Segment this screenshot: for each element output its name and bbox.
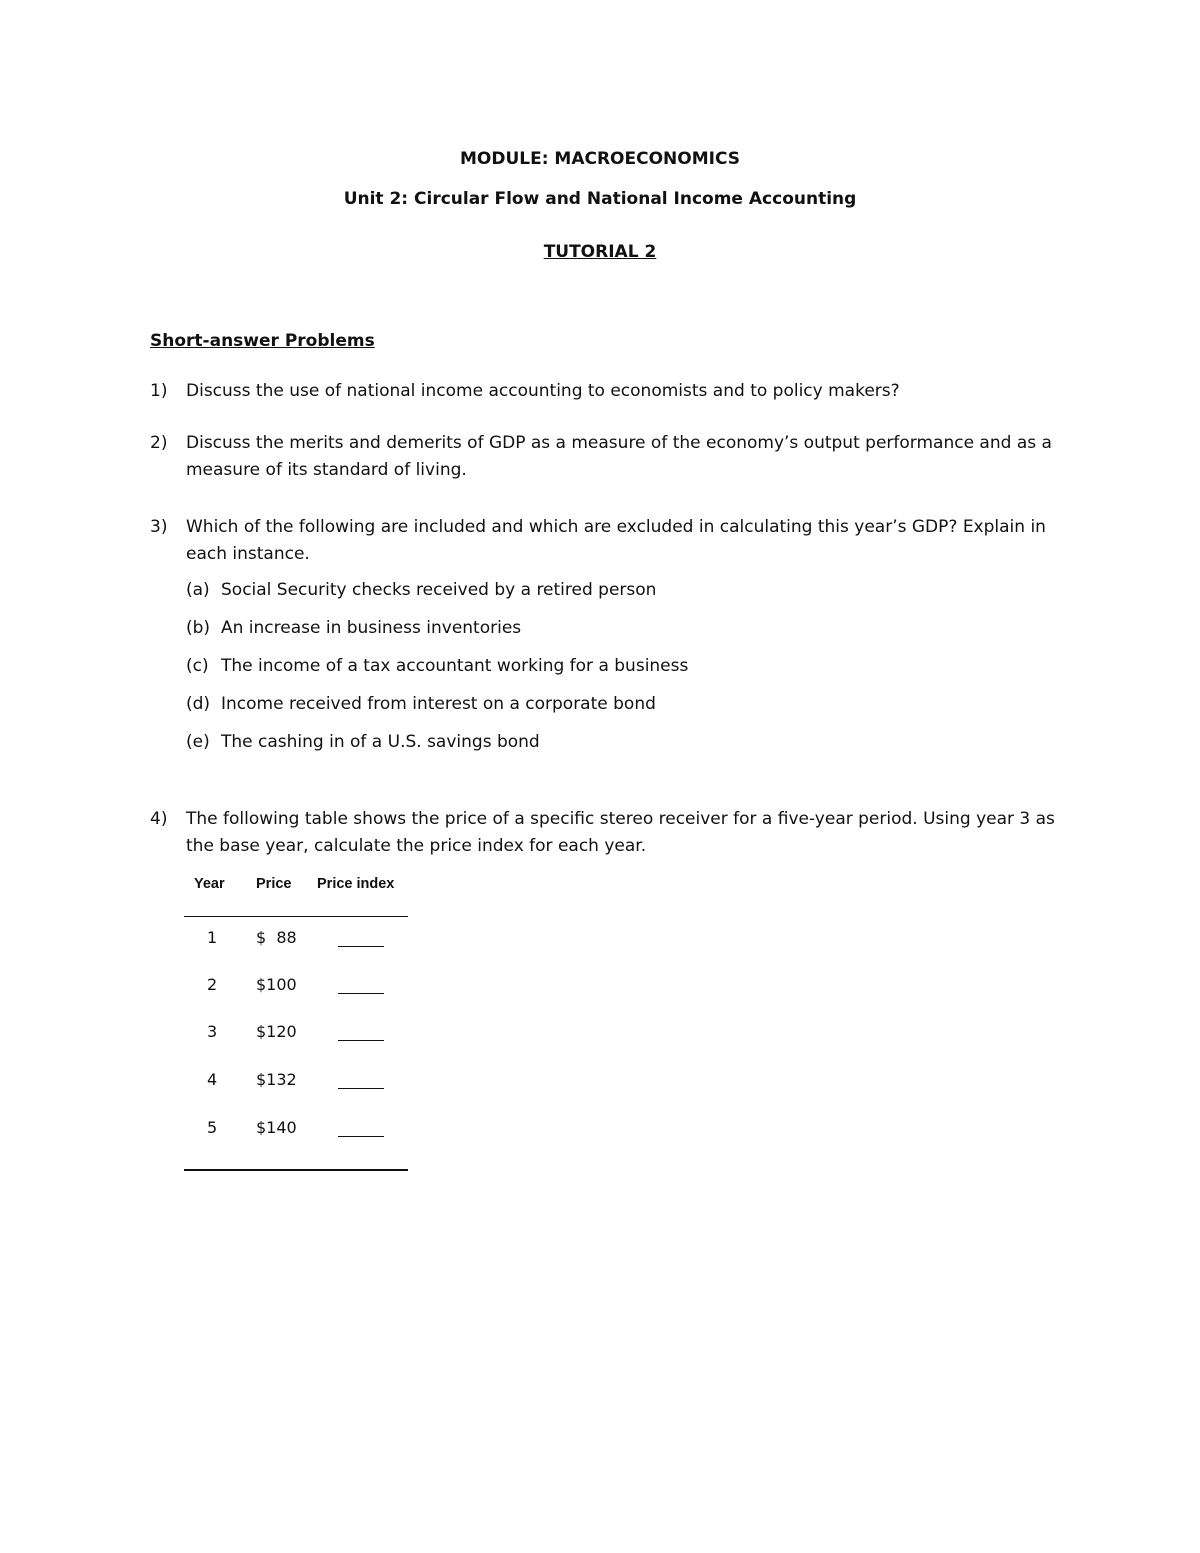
table-row — [184, 1022, 408, 1052]
item-label: (e) — [186, 732, 210, 752]
column-header-year: Year — [194, 876, 225, 892]
column-header-price: Price — [256, 876, 292, 892]
table-bottom-rule — [184, 1169, 408, 1171]
question-1 — [150, 378, 1060, 405]
unit-title: Unit 2: Circular Flow and National Income Accounting — [343, 189, 857, 209]
list-item — [186, 729, 540, 756]
year-cell: 5 — [207, 1118, 218, 1137]
table-row — [184, 1118, 408, 1148]
question-number: 3) — [150, 517, 168, 537]
item-text: Income received from interest on a corporate bond — [221, 694, 656, 714]
item-text: An increase in business inventories — [221, 618, 522, 638]
question-number: 1) — [150, 381, 168, 401]
module-title: MODULE: MACROECONOMICS — [459, 149, 741, 169]
question-3 — [150, 514, 1060, 568]
question-text: Which of the following are included and which are excluded in calculating this year’s GDP? Explain in each instance. — [186, 517, 1046, 564]
price-cell: $132 — [256, 1070, 297, 1089]
answer-blank[interactable] — [338, 1136, 384, 1137]
question-number: 4) — [150, 809, 168, 829]
item-label: (b) — [186, 618, 211, 638]
item-text: The cashing in of a U.S. savings bond — [221, 732, 540, 752]
question-text: Discuss the use of national income accounting to economists and to policy makers? — [186, 381, 900, 401]
answer-blank[interactable] — [338, 993, 384, 994]
item-label: (d) — [186, 694, 211, 714]
question-text: Discuss the merits and demerits of GDP as a measure of the economy’s output performance and as a measure of its standard of living. — [186, 433, 1052, 480]
question-2 — [150, 430, 1060, 484]
table-row — [184, 975, 408, 1005]
price-cell: $120 — [256, 1022, 297, 1041]
year-cell: 4 — [207, 1070, 218, 1089]
list-item — [186, 577, 656, 604]
year-cell: 3 — [207, 1022, 218, 1041]
column-header-price-index: Price index — [317, 876, 395, 892]
answer-blank[interactable] — [338, 1040, 384, 1041]
list-item — [186, 615, 521, 642]
question-text: The following table shows the price of a specific stereo receiver for a five-year period. Using year 3 as the base year, calculate the price index for each year. — [186, 809, 1055, 856]
tutorial-title: TUTORIAL 2 — [543, 242, 657, 262]
question-number: 2) — [150, 433, 168, 453]
list-item — [186, 653, 688, 680]
item-text: The income of a tax accountant working for a business — [221, 656, 689, 676]
item-text: Social Security checks received by a retired person — [221, 580, 657, 600]
answer-blank[interactable] — [338, 1088, 384, 1089]
table-row — [184, 1070, 408, 1100]
section-title: Short-answer Problems — [150, 331, 375, 351]
price-cell: $100 — [256, 975, 297, 994]
answer-blank[interactable] — [338, 946, 384, 947]
price-cell: $ 88 — [256, 928, 297, 947]
list-item — [186, 691, 656, 718]
price-cell: $140 — [256, 1118, 297, 1137]
table-top-rule — [184, 916, 408, 917]
question-4 — [150, 806, 1060, 860]
item-label: (a) — [186, 580, 210, 600]
year-cell: 2 — [207, 975, 218, 994]
table-row — [184, 928, 408, 958]
item-label: (c) — [186, 656, 209, 676]
year-cell: 1 — [207, 928, 218, 947]
